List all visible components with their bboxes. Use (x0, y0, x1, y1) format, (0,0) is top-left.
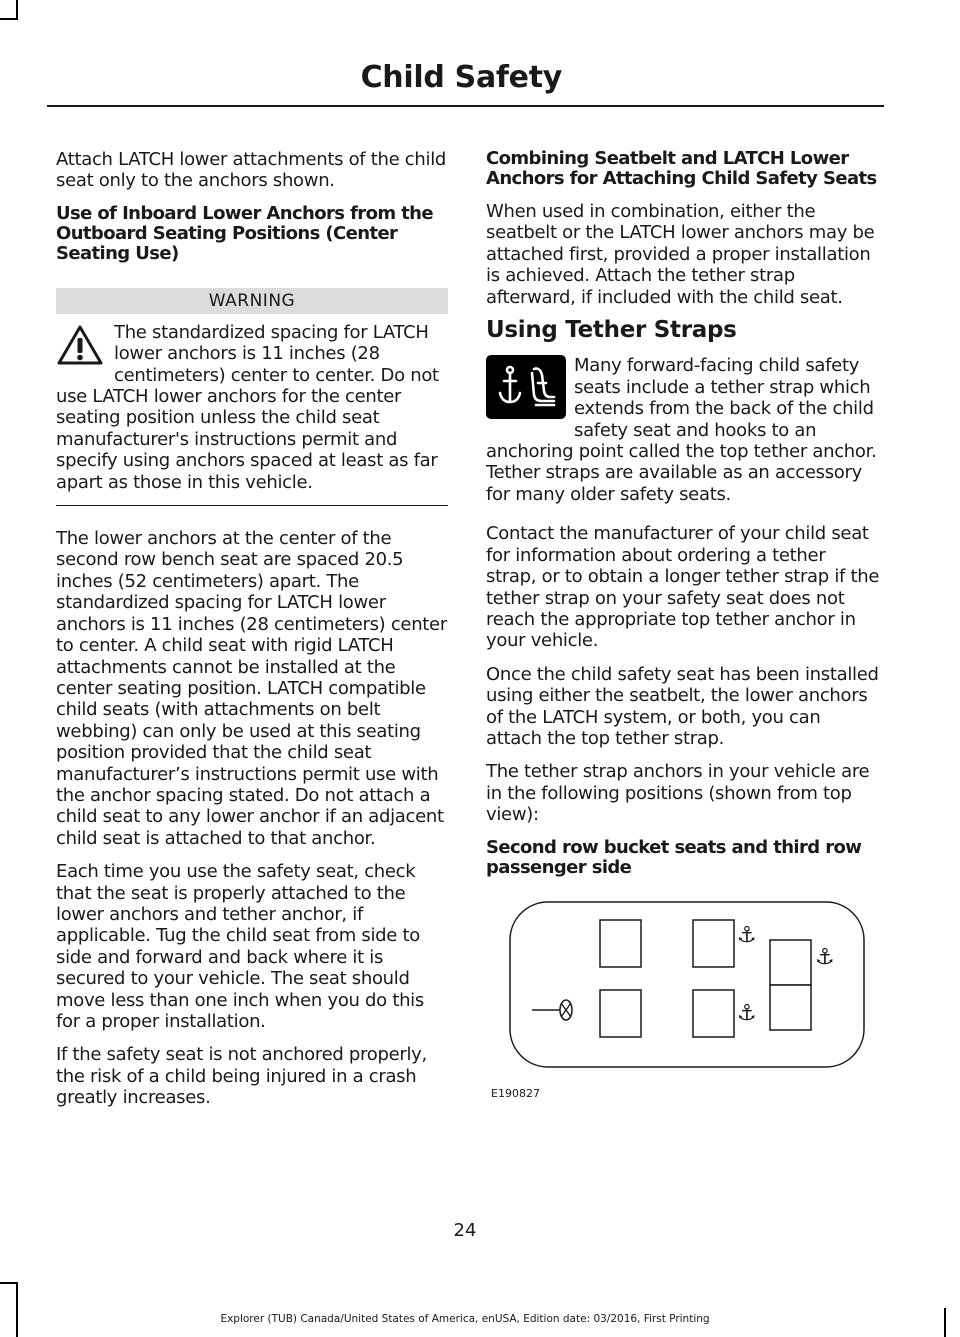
body-paragraph: The tether strap anchors in your vehicle are in the following positions (shown from top view): (486, 761, 870, 826)
inboard-anchors-heading: Use of Inboard Lower Anchors from the Outboard Seating Positions (Center Seating Use) (56, 202, 433, 264)
combining-paragraph: When used in combination, either the seatbelt or the LATCH lower anchors may be attached first, provided a proper installation is achieved. Attach the tether strap afterward, if included with the child seat. (486, 201, 875, 308)
crop-mark (16, 1282, 18, 1337)
front-seat-passenger (600, 920, 641, 967)
crop-mark (944, 1308, 946, 1337)
warning-text: The standardized spacing for LATCH lower anchors is 11 inches (28 centimeters) center to center. Do not use LATCH lower anchors for the center seating position unless the child seat manufacturer's instructions permit and specify using anchors spaced at least as far apart as those in this vehicle. (56, 321, 439, 493)
tether-section-title: Using Tether Straps (486, 317, 737, 344)
warning-block (56, 322, 448, 493)
header-divider (47, 105, 884, 107)
second-row-seat-right (693, 920, 734, 967)
left-column (56, 149, 448, 1121)
page-title: Child Safety (360, 60, 562, 95)
tether-intro-text: Many forward-facing child safety seats include a tether strap which extends from the back of the child safety seat and hooks to an anchoring point called the top tether anchor. Tether straps are available as an accessory for many older safety seats. (486, 355, 877, 505)
crop-mark (0, 1282, 18, 1284)
front-seat-driver (600, 990, 641, 1037)
second-row-seat-left (693, 990, 734, 1037)
tether-intro-block (486, 355, 880, 505)
body-paragraph: Once the child safety seat has been installed using either the seatbelt, the lower anchors of the LATCH system, or both, you can attach the top tether strap. (486, 663, 879, 749)
body-paragraph: The lower anchors at the center of the second row bench seat are spaced 20.5 inches (52 centimeters) apart. The standardized spacing for LATCH lower anchors is 11 inches (28 centimeters) center to center. A child seat with rigid LATCH attachments cannot be installed at the center seating position. LATCH compatible child seats (with attachments on belt webbing) can only be used at this seating position provided that the child seat manufacturer’s instructions permit use with the anchor spacing stated. Do not attach a child seat to any lower anchor if an adjacent child seat is attached to that anchor. (56, 528, 447, 849)
body-paragraph: Each time you use the safety seat, check that the seat is properly attached to the lower anchors and tether anchor, if applicable. Tug the child seat from side to side and forward and back where it is secured to your vehicle. The seat should move less than one inch when you do this for a proper installation. (56, 861, 424, 1032)
combining-heading: Combining Seatbelt and LATCH Lower Anchors for Attaching Child Safety Seats (486, 148, 877, 189)
anchor-icon: ⚓ (815, 944, 835, 970)
warning-triangle-icon (56, 324, 104, 366)
anchor-icon: ⚓ (737, 1000, 757, 1026)
right-column (486, 149, 880, 1100)
warning-divider (56, 505, 448, 506)
warning-label: WARNING (56, 288, 448, 314)
body-paragraph: Contact the manufacturer of your child seat for information about ordering a tether strap, or to obtain a longer tether strap if the tether strap on your safety seat does not reach the appropriate top tether anchor in your vehicle. (486, 523, 880, 652)
crop-mark (16, 0, 18, 20)
steering-wheel-icon (560, 1000, 572, 1020)
third-row-seat-center (770, 985, 811, 1030)
image-code: E190827 (491, 1086, 540, 1100)
anchor-icon: ⚓ (737, 922, 757, 948)
crop-mark (0, 18, 18, 20)
diagram-heading: Second row bucket seats and third row passenger side (486, 836, 862, 878)
body-paragraph: If the safety seat is not anchored properly, the risk of a child being injured in a crash greatly increases. (56, 1044, 427, 1109)
page-number: 24 (453, 1220, 477, 1241)
intro-paragraph: Attach LATCH lower attachments of the child seat only to the anchors shown. (56, 149, 447, 192)
footer-edition-info: Explorer (TUB) Canada/United States of America, enUSA, Edition date: 03/2016, First Printing (220, 1313, 710, 1325)
child-seat-tether-anchor-icon (486, 355, 566, 419)
third-row-seat-passenger (770, 940, 811, 985)
tether-anchor-diagram (486, 890, 880, 1100)
